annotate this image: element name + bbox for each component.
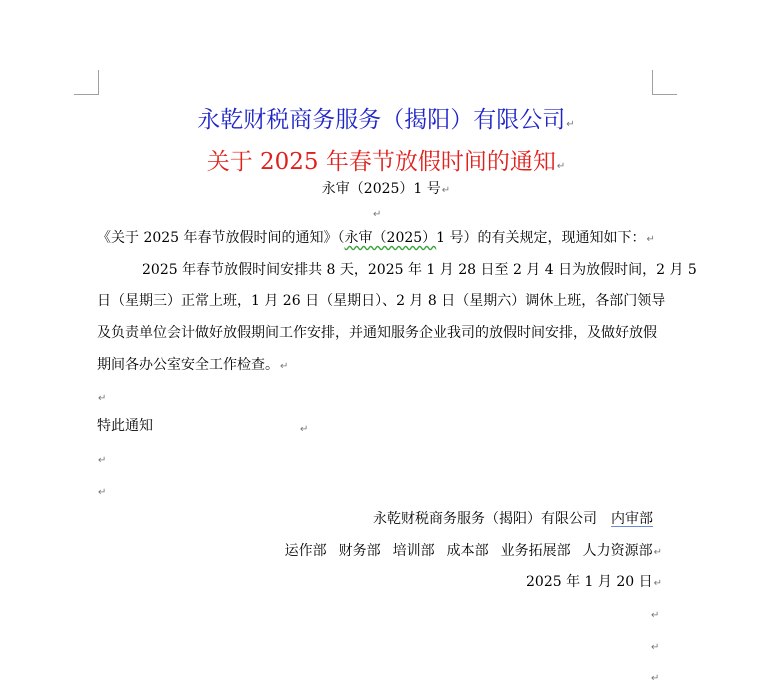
paragraph-line-4-text: 期间各办公室安全工作检查。 (97, 357, 279, 373)
paragraph-mark-icon: ↵ (651, 610, 660, 621)
departments-line (285, 540, 662, 560)
closing-text: 特此通知 (97, 418, 153, 434)
intro-doc-ref: 永审（2025） (344, 230, 437, 246)
paragraph-line-2-text: 日（星期三）正常上班，1 月 26 日（星期日）、2 月 8 日（星期六）调休上班，各部门领导 (97, 293, 666, 309)
paragraph-mark-icon: ↵ (98, 455, 107, 466)
empty-paragraph (372, 202, 381, 221)
intro-after: 1 号）的有关规定，现通知如下： (436, 230, 646, 246)
empty-paragraph (97, 386, 106, 405)
notice-title (0, 143, 772, 176)
department-3: 培训部 (392, 543, 435, 559)
paragraph-mark-icon: ↵ (441, 185, 451, 196)
paragraph-mark-icon: ↵ (300, 424, 309, 435)
paragraph-line-4 (97, 354, 288, 374)
doc-number (0, 178, 772, 198)
intro-before: 《关于 2025 年春节放假时间的通知》（ (97, 230, 345, 246)
empty-paragraph (97, 448, 106, 467)
date-text: 2025 年 1 月 20 日 (526, 574, 653, 590)
crop-mark-left (74, 70, 99, 95)
paragraph-line-1-text: 2025 年春节放假时间安排共 8 天，2025 年 1 月 28 日至 2 月 4 日为放假时间，2 月 5 (142, 262, 697, 278)
empty-paragraph (650, 603, 659, 622)
company-title-text: 永乾财税商务服务（揭阳）有限公司 (197, 107, 566, 133)
signature-company: 永乾财税商务服务（揭阳）有限公司 (373, 511, 597, 527)
paragraph-mark-icon: ↵ (98, 487, 107, 498)
department-4: 成本部 (446, 543, 489, 559)
paragraph-line-1 (142, 259, 697, 279)
empty-paragraph (650, 666, 659, 685)
company-title (0, 101, 772, 134)
signature-line (373, 508, 653, 528)
notice-title-text: 关于 2025 年春节放假时间的通知 (206, 149, 556, 175)
paragraph-line-3 (97, 322, 657, 342)
department-5: 业务拓展部 (500, 543, 571, 559)
date-line (526, 571, 662, 591)
paragraph-mark-icon: ↵ (651, 642, 660, 653)
paragraph-mark-icon: ↵ (280, 361, 289, 372)
paragraph-mark-icon: ↵ (653, 547, 662, 558)
empty-paragraph (97, 480, 106, 499)
crop-mark-right (652, 70, 677, 95)
paragraph-mark-icon: ↵ (651, 673, 660, 684)
paragraph-mark-icon: ↵ (373, 209, 382, 220)
paragraph-mark-icon: ↵ (646, 234, 655, 245)
intro-line (97, 227, 655, 247)
department-6: 人力资源部 (582, 543, 653, 559)
department-2: 财务部 (338, 543, 381, 559)
closing-line (97, 415, 153, 435)
paragraph-mark-icon: ↵ (556, 161, 566, 172)
signature-dept: 内审部 (611, 511, 653, 527)
paragraph-line-3-text: 及负责单位会计做好放假期间工作安排，并通知服务企业我司的放假时间安排，及做好放假 (97, 325, 657, 341)
doc-number-text: 永审（2025）1 号 (321, 181, 441, 197)
empty-paragraph (650, 635, 659, 654)
paragraph-line-2 (97, 290, 665, 310)
paragraph-mark-icon: ↵ (566, 119, 575, 130)
department-1: 运作部 (284, 543, 327, 559)
paragraph-mark-icon: ↵ (98, 393, 107, 404)
closing-mark (299, 417, 308, 436)
paragraph-mark-icon: ↵ (653, 578, 662, 589)
